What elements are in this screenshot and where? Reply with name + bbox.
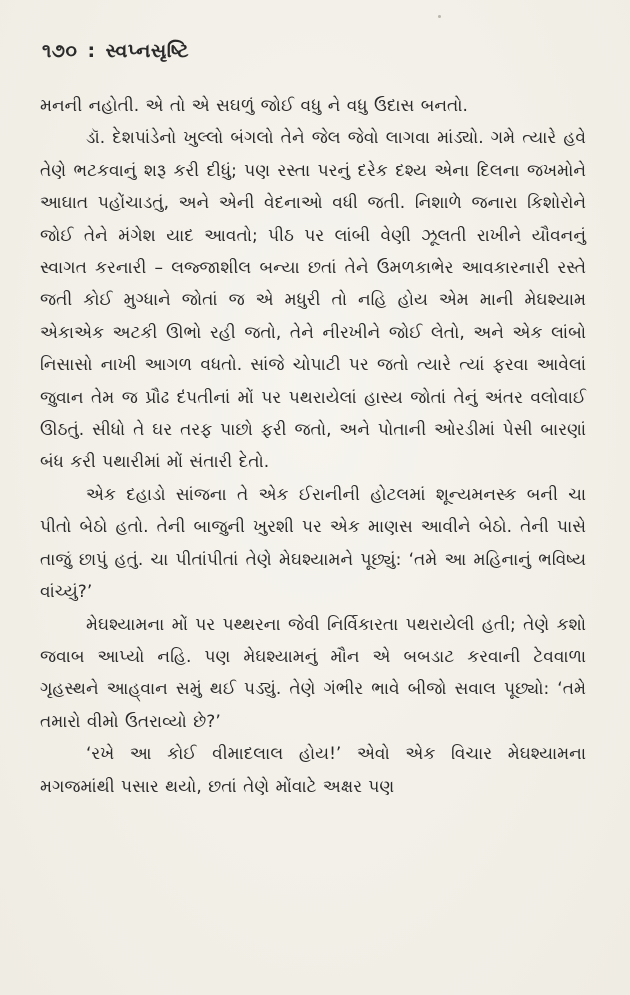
paragraph-3: એક દહાડો સાંજના તે એક ઈરાનીની હોટલમાં શૂન્યમનસ્ક બની ચા પીતો બેઠો હતો. તેની બાજુની ખુરશી પર એક માણસ આવીને બેઠો. તેની પાસે તાજું છાપું હતું. ચા પીતાંપીતાં તેણે મેઘશ્યામને પૂછ્યું: ‘તમે આ મહિનાનું ભવિષ્ય વાંચ્યું?’ — [40, 484, 586, 603]
running-header — [42, 40, 586, 62]
paragraph-4: મેઘશ્યામના મોં પર પથ્થરના જેવી નિર્વિકારતા પથરાયેલી હતી; તેણે કશો જવાબ આપ્યો નહિ. પણ મેઘશ્યામનું મૌન એ બબડાટ કરવાની ટેવવાળા ગૃહસ્થને આહ્‌વાન સમું થઈ પડ્યું. તેણે ગંભીર ભાવે બીજો સવાલ પૂછ્યો: ‘તમે તમારો વીમો ઉતરાવ્યો છે?’ — [40, 614, 586, 732]
page-number: ૧૭૦ — [42, 40, 78, 62]
paragraph-1: મનની નહોતી. એ તો એ સઘળું જોઈ વધુ ને વધુ ઉદાસ બનતો. — [40, 96, 468, 116]
paragraph-2: ડૉ. દેશપાંડેનો ખુલ્લો બંગલો તેને જેલ જેવો લાગવા માંડ્યો. ગમે ત્યારે હવે તેણે ભટકવાનું શરૂ કરી દીધું; પણ રસ્તા પરનું દરેક દશ્ય એના દિલના જખમોને આઘાત પહોંચાડતું, અને એની વેદનાઓ વધી જતી. નિશાળે જનારા કિશોરોને જોઈ તેને મંગેશ યાદ આવતો; પીઠ પર લાંબી વેણી ઝૂલતી રાખીને યૌવનનું સ્વાગત કરનારી – લજ્જાશીલ બન્યા છતાં તેને ઉમળકાભેર આવકારનારી રસ્તે જતી કોઈ મુગ્ધાને જોતાં જ એ મધુરી તો નહિ હોય એમ માની મેઘશ્યામ એકાએક અટકી ઊભો રહી જતો, તેને નીરખીને જોઈ લેતો, અને એક લાંબો નિસાસો નાખી આગળ વધતો. સાંજે ચોપાટી પર જતો ત્યારે ત્યાં ફરવા આવેલાં જુવાન તેમ જ પ્રૌઢ દંપતીનાં મોં પર પથરાયેલાં હાસ્ય જોતાં તેનું અંતર વલોવાઈ ઊઠતું. સીધો તે ઘર તરફ પાછો ફરી જતો, અને પોતાની ઓરડીમાં પેસી બારણાં બંધ કરી પથારીમાં મોં સંતારી દેતો. — [40, 128, 586, 473]
print-speck — [438, 15, 441, 18]
page-body — [40, 90, 586, 803]
book-title: સ્વપ્નસૃષ્ટિ — [105, 40, 190, 62]
header-separator: : — [87, 40, 96, 62]
paragraph-5: ‘રખે આ કોઈ વીમાદલાલ હોય!’ એવો એક વિચાર મેઘશ્યામના મગજમાંથી પસાર થયો, છતાં તેણે મોંવાટે અક્ષર પણ — [40, 744, 586, 797]
